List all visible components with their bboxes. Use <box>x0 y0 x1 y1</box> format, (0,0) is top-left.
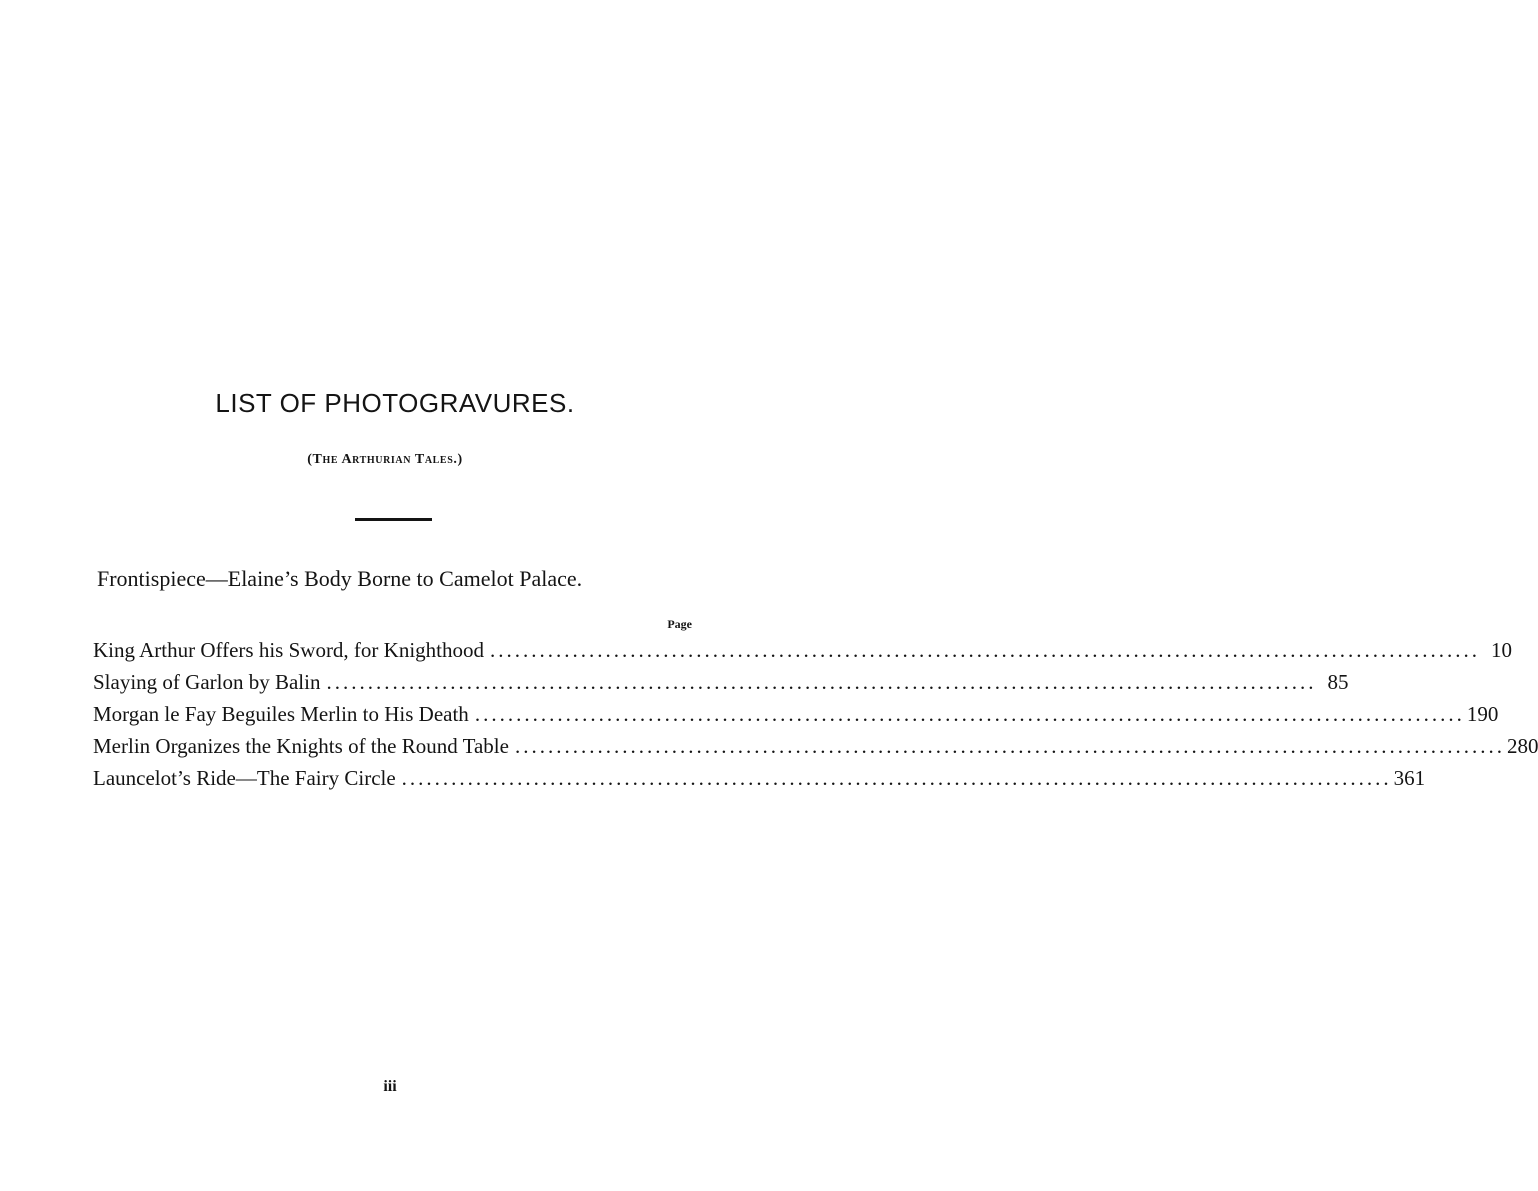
dot-leader: ........................................................................................................................ <box>514 734 1505 758</box>
photogravure-list <box>93 638 1538 798</box>
decorative-rule <box>355 518 432 521</box>
entry-page-number: 10 <box>1491 638 1513 662</box>
list-item <box>93 734 1538 766</box>
list-item <box>93 766 1426 798</box>
dot-leader: ........................................................................................................................ <box>474 702 1465 726</box>
entry-page-number: 280 <box>1506 734 1538 758</box>
entry-page-number: 85 <box>1327 670 1349 694</box>
page-title: LIST OF PHOTOGRAVURES. <box>215 388 575 418</box>
entry-title: Slaying of Garlon by Balin <box>93 670 321 694</box>
entry-page-number: 361 <box>1393 766 1426 790</box>
entry-title: King Arthur Offers his Sword, for Knighthood <box>93 638 485 662</box>
page-subtitle: (The Arthurian Tales.) <box>307 452 463 467</box>
dot-leader: ........................................................................................................................ <box>401 766 1392 790</box>
entry-title: Morgan le Fay Beguiles Merlin to His Death <box>93 702 469 726</box>
page-folio: iii <box>383 1078 397 1095</box>
dot-leader: ........................................................................................................................ <box>326 670 1317 694</box>
entry-title: Launcelot’s Ride—The Fairy Circle <box>93 766 396 790</box>
page-column-label: Page <box>667 617 692 631</box>
entry-page-number: 190 <box>1466 702 1499 726</box>
list-item <box>93 638 1513 670</box>
entry-title: Merlin Organizes the Knights of the Round Table <box>93 734 509 758</box>
list-item <box>93 670 1349 702</box>
list-item <box>93 702 1499 734</box>
dot-leader: ........................................................................................................................ <box>490 638 1481 662</box>
frontispiece-line: Frontispiece—Elaine’s Body Borne to Camelot Palace. <box>97 566 583 591</box>
